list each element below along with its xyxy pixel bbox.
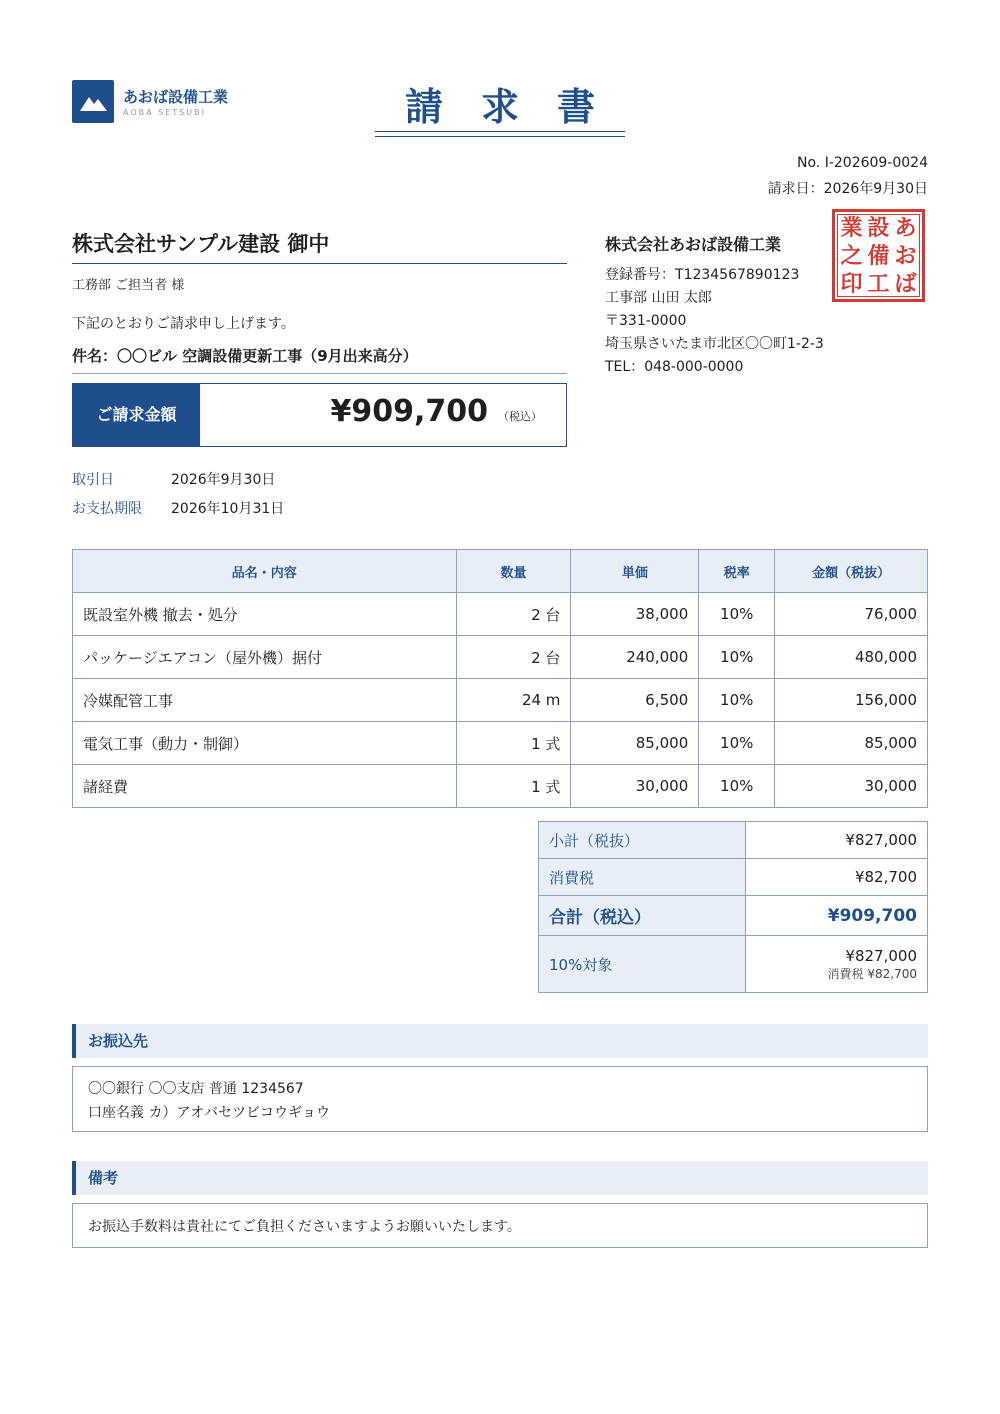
item-tax-rate: 10% <box>699 765 775 808</box>
item-amount: 156,000 <box>775 679 928 722</box>
recipient-contact: 工務部 ご担当者 様 <box>72 278 185 293</box>
invoice-number: No. I-202609-0024 <box>797 155 928 171</box>
notes-section-header <box>72 1161 928 1195</box>
transaction-date-label: 取引日 <box>72 472 114 488</box>
mountain-icon <box>72 80 114 123</box>
issuer-registration: 登録番号：T1234567890123 <box>605 267 800 283</box>
item-tax-rate: 10% <box>699 722 775 765</box>
totals-table <box>538 821 928 993</box>
items-table <box>72 549 928 808</box>
recipient-name: 株式会社サンプル建設 御中 <box>72 232 330 256</box>
total-label: 合計（税込） <box>539 896 746 936</box>
rate-tax-value: 消費税 ¥82,700 <box>827 966 917 981</box>
total-row <box>539 896 928 936</box>
table-row <box>73 722 928 765</box>
stamp-char: お <box>894 244 917 269</box>
recipient-underline <box>72 263 567 264</box>
item-name: 電気工事（動力・制御） <box>73 722 457 765</box>
notes-section-body <box>72 1203 928 1248</box>
item-quantity: 2 台 <box>456 593 571 636</box>
stamp-char: 設 <box>867 216 890 241</box>
billing-amount-tax-note: （税込） <box>498 410 542 423</box>
column-header-unit-price: 単価 <box>571 550 699 593</box>
stamp-char: 印 <box>840 272 863 297</box>
section-accent-bar <box>72 1024 76 1058</box>
stamp-char: ば <box>894 272 917 297</box>
company-seal-stamp <box>832 209 925 302</box>
table-row <box>73 765 928 808</box>
tax-row <box>539 859 928 896</box>
item-name: 冷媒配管工事 <box>73 679 457 722</box>
total-value: ¥909,700 <box>746 896 928 936</box>
stamp-char: 工 <box>867 272 890 297</box>
billing-amount-value: ¥909,700 <box>330 394 488 429</box>
item-amount: 76,000 <box>775 593 928 636</box>
item-tax-rate: 10% <box>699 636 775 679</box>
invoice-subject: 件名：〇〇ビル 空調設備更新工事（9月出来高分） <box>72 347 418 365</box>
bank-account-line: 〇〇銀行 〇〇支店 普通 1234567 <box>88 1081 304 1097</box>
table-row <box>73 679 928 722</box>
bank-section-body <box>72 1066 928 1132</box>
items-table-header-row <box>73 550 928 593</box>
subtotal-label: 小計（税抜） <box>539 822 746 859</box>
payment-due-value: 2026年10月31日 <box>171 501 285 517</box>
column-header-tax-rate: 税率 <box>699 550 775 593</box>
column-header-quantity: 数量 <box>456 550 571 593</box>
item-quantity: 1 式 <box>456 765 571 808</box>
stamp-char: 之 <box>840 244 863 269</box>
issuer-person: 工事部 山田 太郎 <box>605 290 712 306</box>
issue-date: 請求日：2026年9月30日 <box>767 181 928 197</box>
item-amount: 30,000 <box>775 765 928 808</box>
bank-section-title: お振込先 <box>88 1032 149 1050</box>
item-quantity: 24 m <box>456 679 571 722</box>
title-underline <box>375 131 625 132</box>
item-name: 諸経費 <box>73 765 457 808</box>
stamp-char: あ <box>894 216 917 241</box>
item-tax-rate: 10% <box>699 593 775 636</box>
company-logo-name: あおば設備工業 <box>123 88 229 106</box>
bank-section-header <box>72 1024 928 1058</box>
item-unit-price: 85,000 <box>571 722 699 765</box>
notes-section-title: 備考 <box>88 1169 119 1187</box>
issuer-address: 埼玉県さいたま市北区〇〇町1-2-3 <box>605 336 824 352</box>
section-accent-bar <box>72 1161 76 1195</box>
stamp-char: 業 <box>840 216 863 241</box>
item-name: 既設室外機 撤去・処分 <box>73 593 457 636</box>
issuer-tel: TEL：048-000-0000 <box>605 359 744 375</box>
invoice-message: 下記のとおりご請求申し上げます。 <box>72 316 295 332</box>
column-header-amount: 金額（税抜） <box>775 550 928 593</box>
rate-label: 10%対象 <box>539 936 746 993</box>
item-name: パッケージエアコン（屋外機）据付 <box>73 636 457 679</box>
tax-value: ¥82,700 <box>746 859 928 896</box>
item-unit-price: 240,000 <box>571 636 699 679</box>
billing-amount-box <box>72 383 567 447</box>
stamp-char: 備 <box>867 244 890 269</box>
item-amount: 85,000 <box>775 722 928 765</box>
table-row <box>73 636 928 679</box>
rate-breakdown <box>746 936 928 993</box>
tax-label: 消費税 <box>539 859 746 896</box>
transaction-date-value: 2026年9月30日 <box>171 472 276 488</box>
document-title: 請 求 書 <box>404 85 595 129</box>
item-tax-rate: 10% <box>699 679 775 722</box>
table-row <box>73 593 928 636</box>
billing-amount-label: ご請求金額 <box>73 384 200 446</box>
bank-account-holder: 口座名義 カ）アオバセツビコウギョウ <box>88 1105 331 1121</box>
subtotal-value: ¥827,000 <box>746 822 928 859</box>
payment-due-label: お支払期限 <box>72 501 142 517</box>
item-unit-price: 30,000 <box>571 765 699 808</box>
subtotal-row <box>539 822 928 859</box>
item-unit-price: 38,000 <box>571 593 699 636</box>
rate-base-value: ¥827,000 <box>845 946 917 965</box>
item-quantity: 1 式 <box>456 722 571 765</box>
item-quantity: 2 台 <box>456 636 571 679</box>
logo-mark <box>72 80 114 123</box>
tax-rate-breakdown-row <box>539 936 928 993</box>
subject-underline <box>72 373 567 374</box>
company-logo-subtitle: AOBA SETSUBI <box>123 108 206 117</box>
item-amount: 480,000 <box>775 636 928 679</box>
issuer-name: 株式会社あおば設備工業 <box>605 235 782 254</box>
title-underline-secondary <box>375 136 625 137</box>
notes-text: お振込手数料は貴社にてご負担くださいますようお願いいたします。 <box>88 1219 521 1235</box>
issuer-zip: 〒331-0000 <box>605 313 687 329</box>
item-unit-price: 6,500 <box>571 679 699 722</box>
column-header-item: 品名・内容 <box>73 550 457 593</box>
